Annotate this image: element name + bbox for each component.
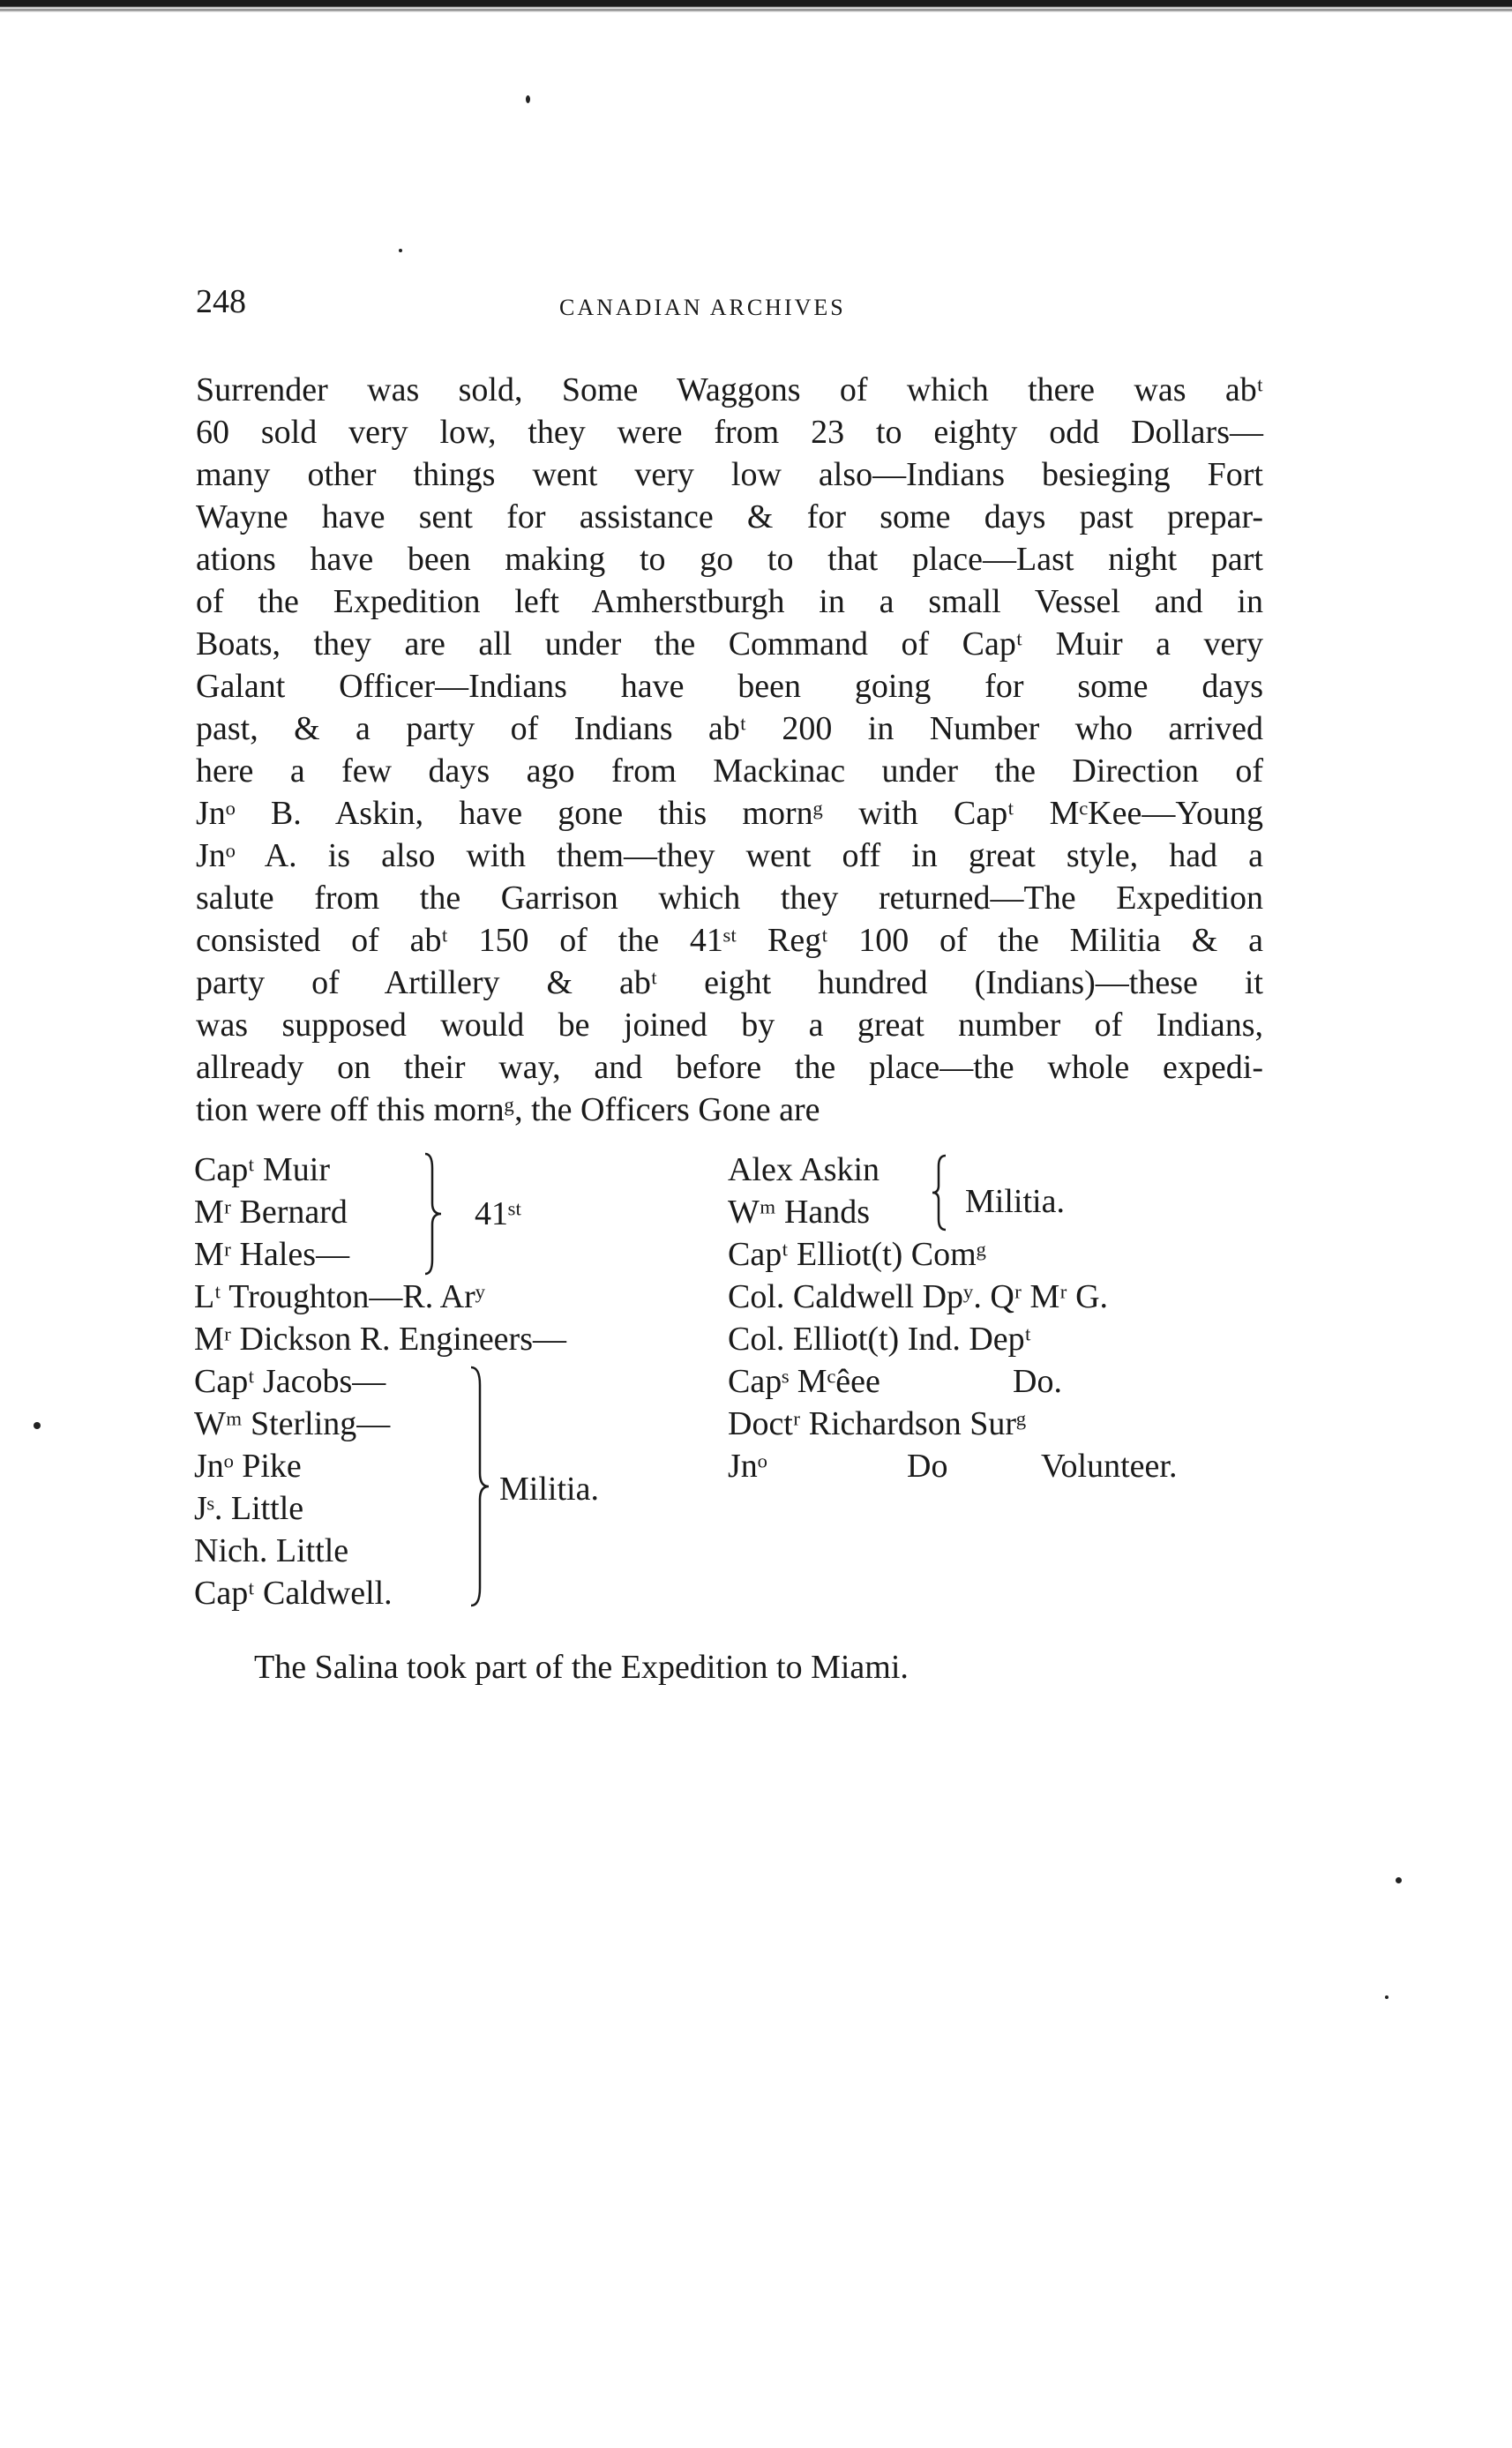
roster-entry: Mʳ Bernard [194,1194,348,1231]
body-line: salute from the Garrison which they returned—The Expedition [196,880,1263,917]
brace-militia-left [468,1364,494,1609]
roster-entry: Capˢ Mᶜêee [728,1363,880,1400]
body-line: Surrender was sold, Some Waggons of which there was abᵗ [196,371,1263,408]
roster-entry: Capᵗ Jacobs— [194,1363,386,1400]
body-line: Boats, they are all under the Command of Capᵗ Muir a very [196,625,1263,663]
body-line: Jnᵒ B. Askin, have gone this mornᵍ with Capᵗ MᶜKee—Young [196,795,1263,832]
group-label-militia-right: Militia. [965,1183,1065,1220]
roster-entry: Capᵗ Caldwell. [194,1575,393,1612]
body-line: was supposed would be joined by a great number of Indians, [196,1007,1263,1044]
roster-entry: Wᵐ Hands [728,1194,871,1231]
ditto-mark: Do. [1013,1363,1062,1400]
body-line: 60 sold very low, they were from 23 to eighty odd Dollars— [196,414,1263,451]
body-line: ations have been making to go to that place—Last night part [196,541,1263,578]
page-number: 248 [196,283,246,320]
body-line: past, & a party of Indians abᵗ 200 in Number who arrived [196,710,1263,747]
roster-entry: Capᵗ Elliot(t) Comᵍ [728,1236,987,1273]
roster-entry: Capᵗ Muir [194,1151,330,1188]
running-head: CANADIAN ARCHIVES [559,295,846,320]
roster-entry: Mʳ Dickson R. Engineers— [194,1321,566,1358]
roster-entry: Lᵗ Troughton—R. Arʸ [194,1278,486,1315]
roster-entry: Nich. Little [194,1532,349,1569]
scan-speck [526,95,530,103]
roster-entry: Mʳ Hales— [194,1236,350,1273]
body-line: here a few days ago from Mackinac under the Direction of [196,752,1263,790]
roster-entry: Jnᵒ [728,1448,767,1485]
top-border-rule [0,0,1512,12]
brace-41st [422,1150,448,1277]
body-line: of the Expedition left Amherstburgh in a small Vessel and in [196,583,1263,620]
body-line: allready on their way, and before the place—the whole expedi- [196,1049,1263,1086]
body-line: party of Artillery & abᵗ eight hundred (Indians)—these it [196,964,1263,1001]
body-line: many other things went very low also—Indians besieging Fort [196,456,1263,493]
scan-speck [34,1422,41,1429]
body-line: Jnᵒ A. is also with them—they went off in great style, had a [196,837,1263,874]
scan-speck [399,249,402,252]
roster-entry: Jnᵒ Pike [194,1448,302,1485]
group-label-41st: 41ˢᵗ [475,1195,522,1232]
body-line: Galant Officer—Indians have been going for some days [196,668,1263,705]
group-label-militia-left: Militia. [499,1471,599,1508]
footer-note: The Salina took part of the Expedition to Miami. [254,1649,909,1686]
page-header [196,282,1254,335]
ditto-mark: Do [907,1448,948,1485]
roster-entry: Col. Caldwell Dpʸ. Qʳ Mʳ G. [728,1278,1109,1315]
roster-entry: Wᵐ Sterling— [194,1405,391,1442]
roster-entry: Col. Elliot(t) Ind. Depᵗ [728,1321,1031,1358]
body-line: Wayne have sent for assistance & for some days past prepar- [196,498,1263,535]
roster-entry: Alex Askin [728,1151,880,1188]
scan-speck [1396,1877,1402,1883]
body-line: consisted of abᵗ 150 of the 41ˢᵗ Regᵗ 100 of the Militia & a [196,922,1263,959]
roster-entry: Doctʳ Richardson Surᵍ [728,1405,1027,1442]
roster-entry: Jˢ. Little [194,1490,304,1527]
body-line: tion were off this mornᵍ, the Officers Gone are [196,1091,820,1128]
brace-militia-right [930,1152,951,1233]
body-paragraph [196,369,1263,1131]
volunteer-label: Volunteer. [1041,1448,1178,1485]
scan-speck [1385,1995,1388,1999]
